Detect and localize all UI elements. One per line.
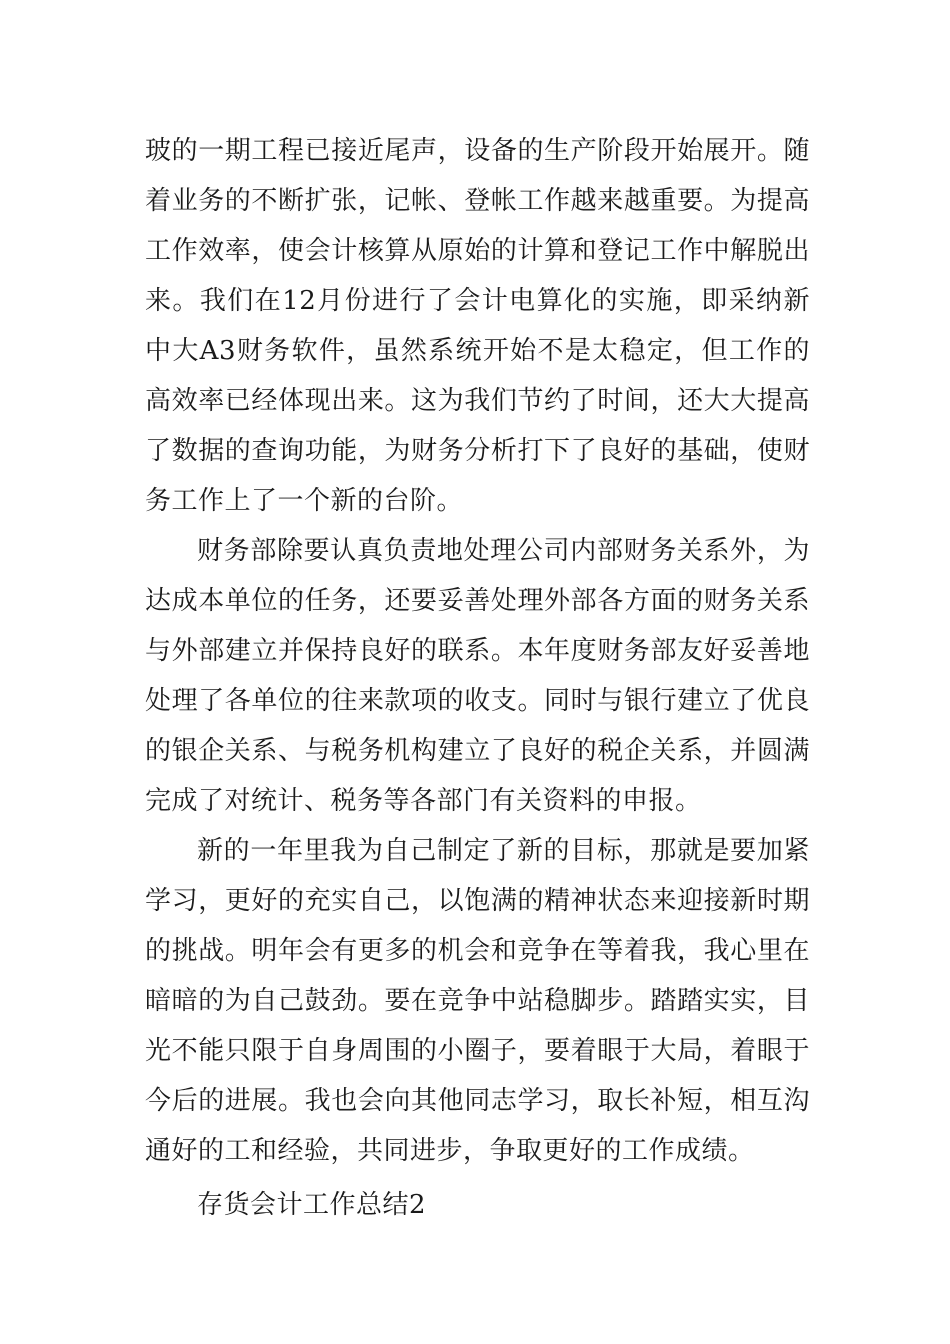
paragraph-1: 玻的一期工程已接近尾声，设备的生产阶段开始展开。随着业务的不断扩张，记帐、登帐工作越来越重要。为提高工作效率，使会计核算从原始的计算和登记工作中解脱出来。我们在12月份进行了会计电算化的实施，即采纳新中大A3财务软件，虽然系统开始不是太稳定，但工作的高效率已经体现出来。这为我们节约了时间，还大大提高了数据的查询功能，为财务分析打下了良好的基础，使财务工作上了一个新的台阶。	[145, 136, 810, 516]
section-heading: 存货会计工作总结2	[197, 1190, 427, 1220]
document-page	[145, 126, 810, 1230]
paragraph-3: 新的一年里我为自己制定了新的目标，那就是要加紧学习，更好的充实自己，以饱满的精神状态来迎接新时期的挑战。明年会有更多的机会和竞争在等着我，我心里在暗暗的为自己鼓劲。要在竞争中站稳脚步。踏踏实实，目光不能只限于自身周围的小圈子，要着眼于大局，着眼于今后的进展。我也会向其他同志学习，取长补短，相互沟通好的工和经验，共同进步，争取更好的工作成绩。	[145, 836, 810, 1166]
paragraph-2: 财务部除要认真负责地处理公司内部财务关系外，为达成本单位的任务，还要妥善处理外部各方面的财务关系与外部建立并保持良好的联系。本年度财务部友好妥善地处理了各单位的往来款项的收支。同时与银行建立了优良的银企关系、与税务机构建立了良好的税企关系，并圆满完成了对统计、税务等各部门有关资料的申报。	[145, 536, 810, 816]
